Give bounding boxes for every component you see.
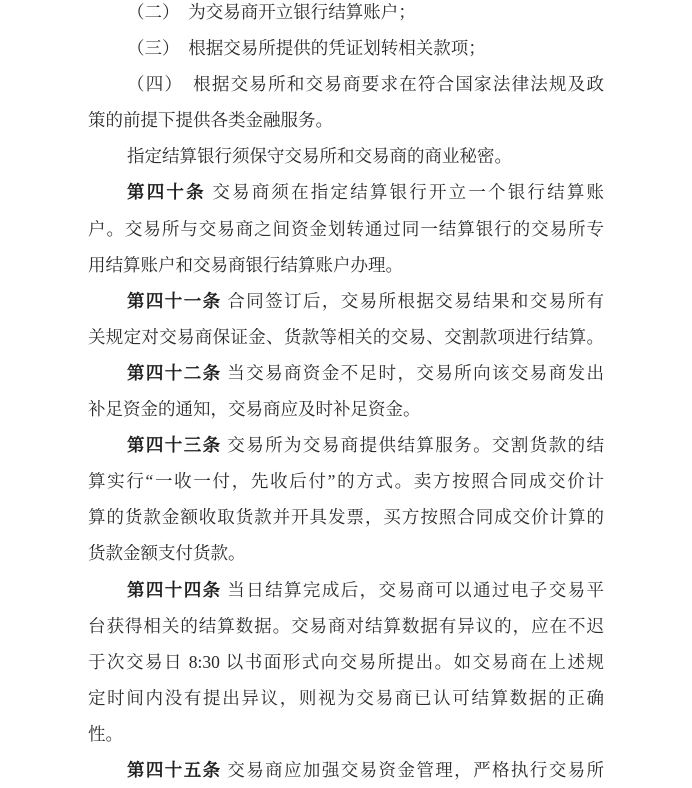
line-text: 指定结算银行须保守交易所和交易商的商业秘密。 [127,146,512,167]
document-line [88,716,604,752]
line-text: 关规定对交易商保证金、货款等相关的交易、交割款项进行结算。 [88,326,604,347]
line-text: 交易商须在指定结算银行开立一个银行结算账 [205,182,605,203]
line-text: 算实行“一收一付，先收后付”的方式。卖方按照合同成交价计 [88,471,604,492]
line-text: （四） 根据交易所和交易商要求在符合国家法律法规及政 [127,74,604,95]
line-text: 算的货款金额收取货款并开具发票，买方按照合同成交价计算的 [88,507,604,528]
document-line [88,102,604,138]
line-text: 交易所为交易商提供结算服务。交割货款的结 [221,435,605,456]
line-text: 性。 [88,723,123,744]
line-text: 用结算账户和交易商银行结算账户办理。 [88,254,403,275]
document-line [88,355,604,391]
document-line [88,535,604,571]
document-line [88,283,604,319]
article-number: 第四十四条 [127,579,222,600]
line-text: 补足资金的通知，交易商应及时补足资金。 [88,399,421,420]
line-text: 策的前提下提供各类金融服务。 [88,110,333,131]
line-text: 台获得相关的结算数据。交易商对结算数据有异议的，应在不迟 [88,615,604,636]
document-line [88,247,604,283]
article-number: 第四十三条 [127,435,222,456]
document-line [88,391,604,427]
line-text: 交易商应加强交易资金管理，严格执行交易所 [221,759,605,780]
document-body [88,0,604,788]
document-line [88,66,604,102]
line-text: 当日结算完成后，交易商可以通过电子交易平 [221,579,605,600]
line-text: 合同签订后，交易所根据交易结果和交易所有 [221,290,605,311]
line-text: （二） 为交易商开立银行结算账户； [127,2,416,22]
document-line [88,680,604,716]
document-line [88,211,604,247]
document-line [88,174,604,210]
document-line [88,0,604,30]
document-line [88,427,604,463]
document-line [88,752,604,788]
line-text: 于次交易日 8:30 以书面形式向交易所提出。如交易商在上述规 [88,651,604,672]
line-text: 当交易商资金不足时，交易所向该交易商发出 [221,362,605,383]
line-text: 定时间内没有提出异议，则视为交易商已认可结算数据的正确 [88,687,604,708]
document-line [88,499,604,535]
document-line [88,644,604,680]
article-number: 第四十条 [127,182,206,203]
article-number: 第四十一条 [127,290,222,311]
article-number: 第四十五条 [127,759,222,780]
line-text: （三） 根据交易所提供的凭证划转相关款项； [127,38,486,59]
document-line [88,30,604,66]
document-line [88,572,604,608]
line-text: 户。交易所与交易商之间资金划转通过同一结算银行的交易所专 [88,218,604,239]
document-line [88,463,604,499]
document-line [88,319,604,355]
article-number: 第四十二条 [127,362,222,383]
document-line [88,138,604,174]
document-line [88,608,604,644]
line-text: 货款金额支付货款。 [88,543,246,564]
